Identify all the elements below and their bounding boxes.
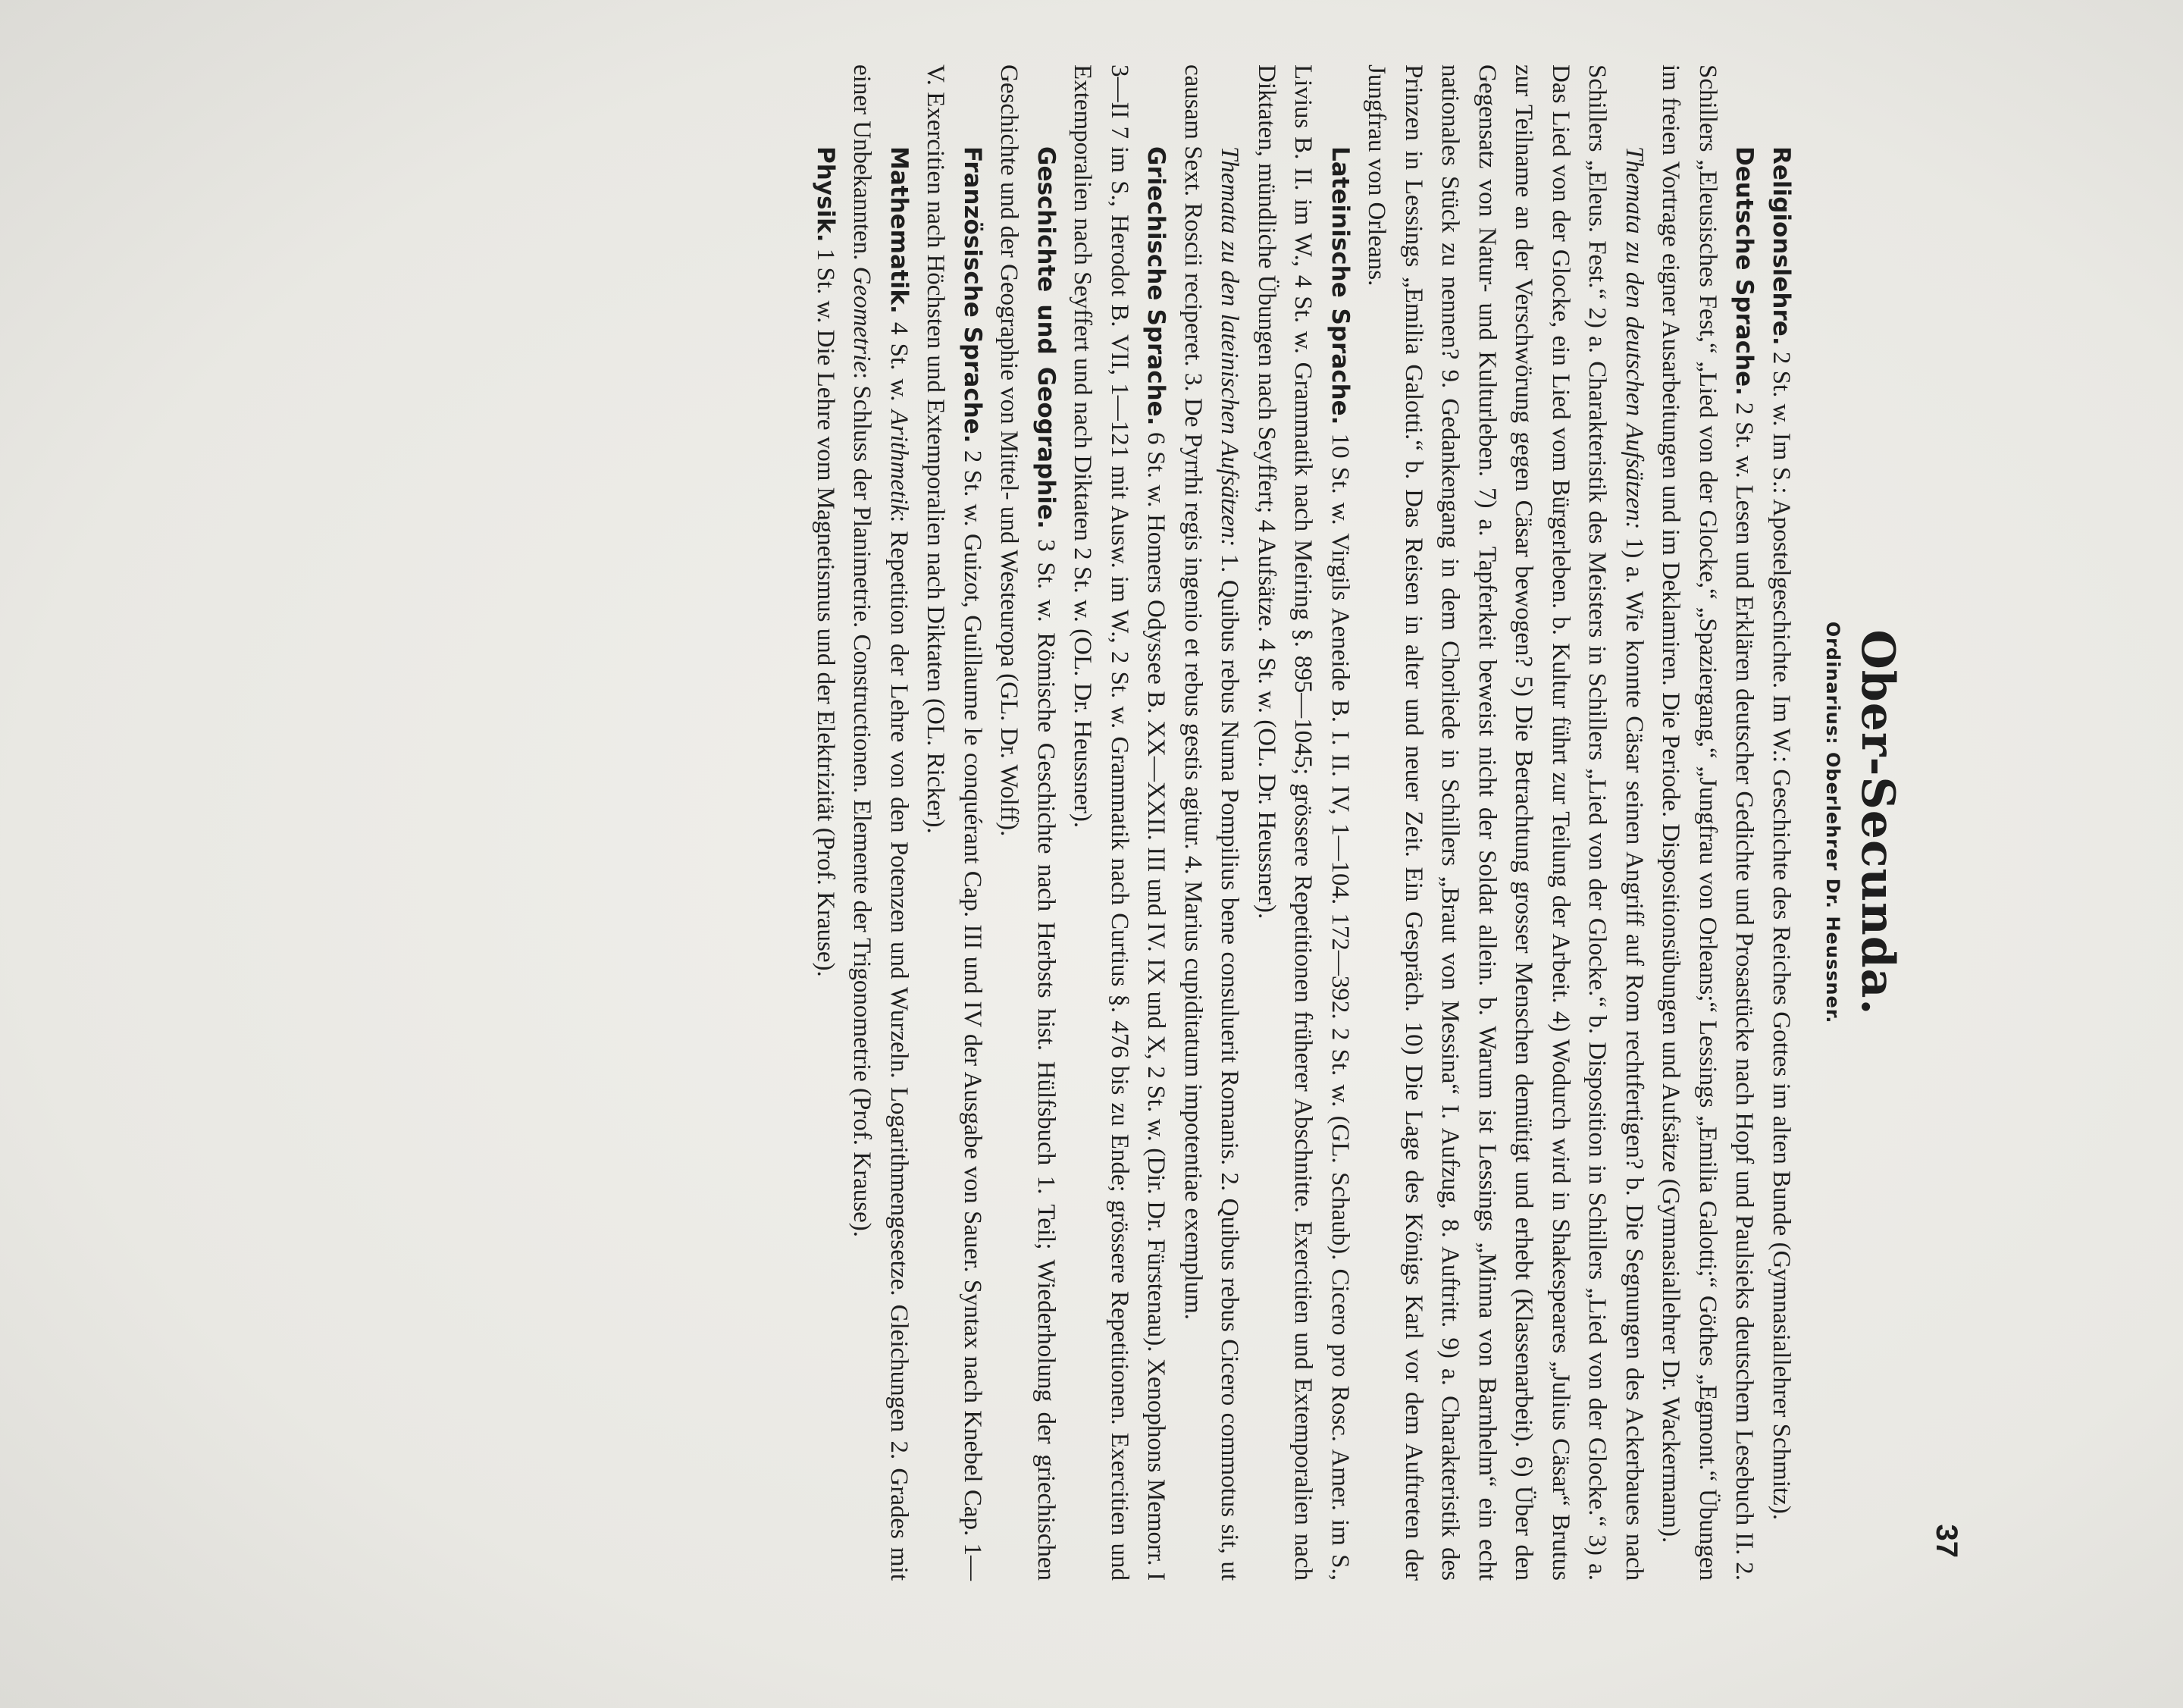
rotated-page-content <box>220 64 1963 1581</box>
section-geschichte-geographie <box>991 64 1064 1581</box>
section-text: 6 St. w. Homers Odyssee B. XX—XXII. III und IV. IX und X, 2 St. w. (Dir. Dr. Fürstenau). Xenophons Memorr. I 3—II 7 im S., Herodot B. VII, 1—121 mit Ausw. im W., 2 St. w. Grammatik nach Curtius §. 476 bis zu Ende; grössere Repetitionen. Exercitien und Extemporalien nach Seyffert und nach Diktaten 2 St. w. (OL. Dr. Heussner). <box>1069 64 1170 1581</box>
section-lateinische-sprache <box>1248 64 1359 1581</box>
ordinarius-line: Ordinarius: Oberlehrer Dr. Heussner. <box>1822 621 1843 1024</box>
section-heading: Lateinische Sprache. <box>1326 146 1354 425</box>
section-griechische-sprache <box>1064 64 1175 1581</box>
section-text: 1) a. Wie konnte Cäsar seinen Angriff auf Rom rechtfertigen? b. Die Segnungen des Ackerbaues nach Schillers „Eleus. Fest.“ 2) a. Charakteristik des Meisters in Schillers „Lied von der Glocke.“ b. Disposition in Schillers „Lied von der Glocke.“ 3) a. Das Lied von der Glocke, ein Lied vom Bürgerleben. b. Kultur führt zur Teilung der Arbeit. 4) Wodurch wird in Shakespeares „Julius Cäsar“ Brutus zur Teilname an der Verschwörung gegen Cäsar bewogen? 5) Die Betrachtung grosser Menschen demütigt und erhebt (Klassenarbeit). 6) Über den Gegensatz von Natur- und Kulturleben. 7) a. Tapferkeit beweist nicht der Soldat allein. b. Warum ist Lessings „Minna von Barnhelm“ ein echt nationales Stück zu nennen? 9. Gedankengang in dem Chorliede in Schillers „Braut von Messina“ I. Aufzug, 8. Auftritt. 9) a. Charakteristik des Prinzen in Lessings „Emilia Galotti.“ b. Das Reisen in alter und neuer Zeit. Ein Gespräch. 10) Die Lage des Königs Karl vor dem Auftreten der Jungfrau von Orleans. <box>1363 64 1648 1581</box>
section-religionslehre <box>1763 64 1800 1581</box>
section-heading: Deutsche Sprache. <box>1730 146 1759 396</box>
subsection-label: Geometrie <box>848 266 876 372</box>
section-lateinische-themata <box>1175 64 1248 1581</box>
section-heading: Französische Sprache. <box>959 146 986 443</box>
section-text: 2 St. w. Lesen und Erklären deutscher Gedichte und Prosastücke nach Hopf und Paulsieks deutschem Lesebuch II. 2. Schillers „Eleusisches Fest,“ „Lied von der Glocke,“ „Spaziergang,“ „Jungfrau von Orleans;“ Lessings „Emilia Galotti;“ Göthes „Egmont.“ Übungen im freien Vortrage eigner Ausarbeitungen und im Deklamiren. Die Periode. Dispositionsübungen und Aufsätze (Gymnasiallehrer Dr. Wackermann). <box>1657 64 1759 1581</box>
section-text: 3 St. w. Römische Geschichte nach Herbsts hist. Hülfsbuch 1. Teil; Wiederholung der griechischen Geschichte und der Geographie von Mittel- und Westeuropa (GL. Dr. Wolff). <box>995 64 1060 1581</box>
section-deutsche-sprache <box>1652 64 1763 1581</box>
section-franzoesische-sprache <box>917 64 991 1581</box>
section-text: 1. Quibus rebus Numa Pompilius bene consuluerit Romanis. 2. Quibus rebus Cicero commotus sit, ut causam Sext. Roscii reciperet. 3. De Pyrrhi regis ingenio et rebus gestis agitur. 4. Marius cupiditatum impotentiae exemplum. <box>1179 64 1244 1581</box>
page-title: Ober-Secunda. <box>1851 629 1904 1016</box>
section-heading: Griechische Sprache. <box>1142 146 1170 426</box>
section-heading: Religionslehre. <box>1768 146 1795 346</box>
section-text: : Schluss der Planimetrie. Constructionen. Elemente der Trigonometrie (Prof. Krause). <box>848 371 876 1237</box>
section-heading-italic: Themata zu den lateinischen Aufsätzen: <box>1216 146 1244 547</box>
page-number: 37 <box>1930 1524 1963 1558</box>
section-heading: Geschichte und Geographie. <box>1032 146 1060 529</box>
subsection-label: Arithmetik <box>885 409 913 516</box>
section-text: 2 St. w. Im S.: Apostelgeschichte. Im W.: Geschichte des Reiches Gottes im alten Bunde (Gymnasiallehrer Schmitz). <box>1768 351 1795 1521</box>
section-heading: Physik. <box>812 146 839 243</box>
section-mathematik <box>844 64 917 1581</box>
section-text: : Repetition der Lehre von den Potenzen und Wurzeln. Logarithmengesetze. Gleichungen 2. Grades mit einer Unbekannten. <box>848 64 913 1581</box>
section-text: 4 St. w. <box>885 321 913 402</box>
section-heading: Mathematik. <box>885 146 913 314</box>
section-text: 10 St. w. Virgils Aeneide B. I. II. IV, 1—104. 172—392. 2 St. w. (GL. Schaub). Cicero pro Rosc. Amer. im S., Livius B. II. im W., 4 St. w. Grammatik nach Meiring §. 895—1045; grössere Repetitionen früherer Abschnitte. Exercitien und Extemporalien nach Diktaten, mündliche Übungen nach Seyffert; 4 Aufsätze. 4 St. w. (OL. Dr. Heussner). <box>1253 64 1354 1581</box>
section-deutsche-themata <box>1358 64 1652 1581</box>
section-heading-italic: Themata zu den deutschen Aufsätzen: <box>1621 146 1648 530</box>
section-physik <box>807 64 844 1581</box>
section-text: 2 St. w. Guizot, Guillaume le conquérant Cap. III und IV der Ausgabe von Sauer. Syntax nach Knebel Cap. 1—V. Exercitien nach Höchsten und Extemporalien nach Diktaten (OL. Ricker). <box>922 64 986 1581</box>
section-text: 1 St. w. Die Lehre vom Magnetismus und der Elektrizität (Prof. Krause). <box>812 248 839 977</box>
